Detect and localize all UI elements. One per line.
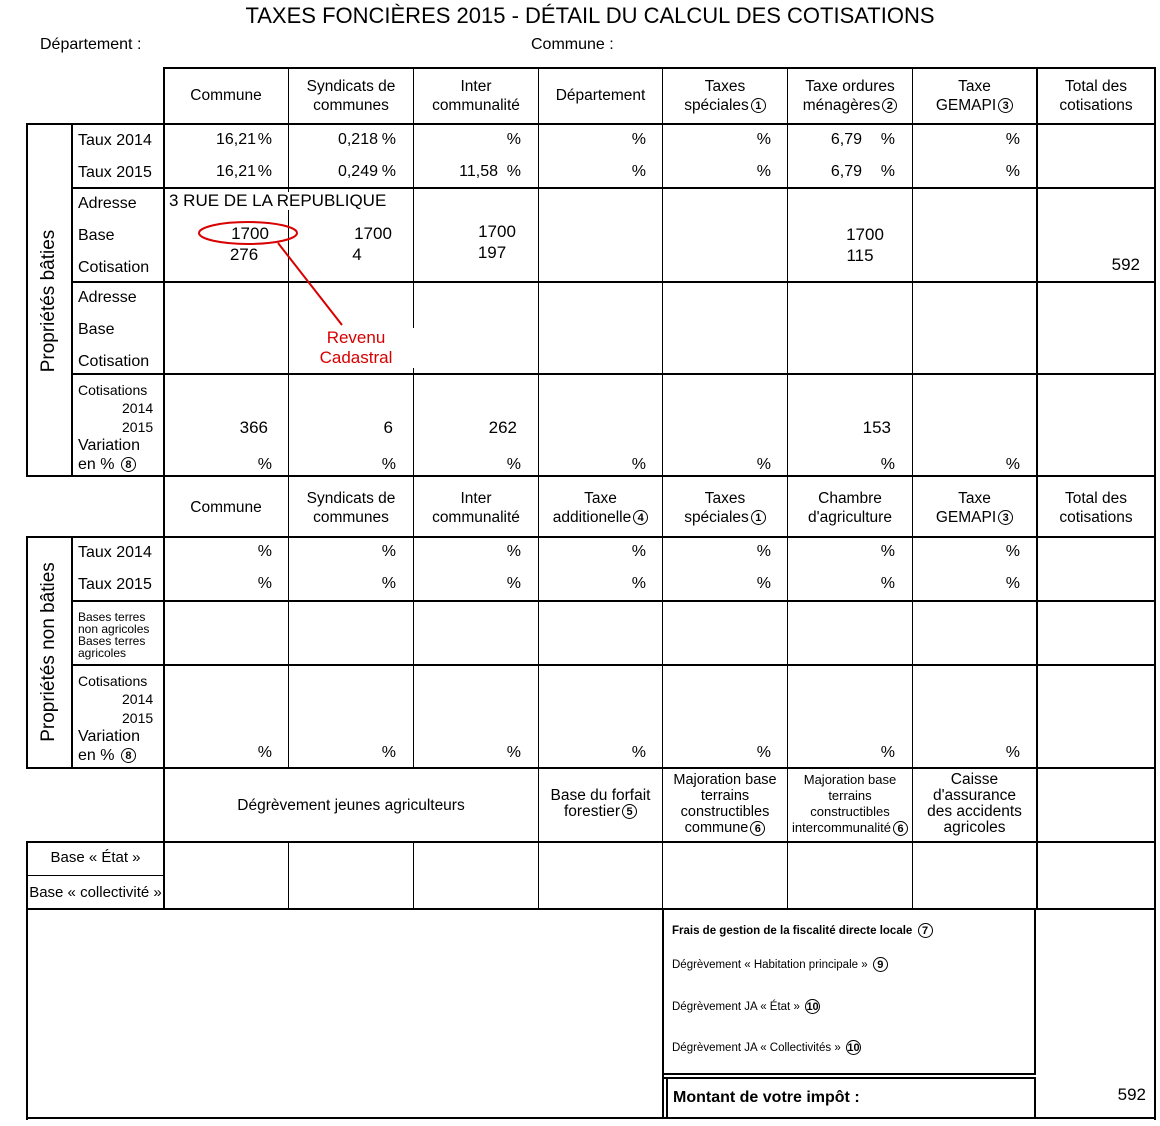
degrevement-habitation-label: Dégrèvement « Habitation principale » 9 <box>672 956 888 974</box>
pct: % <box>1005 744 1020 761</box>
nb-header-chambre: Chambre d'agriculture <box>808 490 892 526</box>
note-6-icon: 6 <box>750 821 765 836</box>
nb-label-taux-2014: Taux 2014 <box>78 544 152 561</box>
note-1-icon: 1 <box>751 510 766 525</box>
nb-label-variation: Variation <box>78 728 140 745</box>
pct: % <box>381 456 396 473</box>
pct: % <box>257 575 272 592</box>
annotation-ellipse <box>199 222 297 244</box>
pct: % <box>880 575 895 592</box>
note-8-icon: 8 <box>121 457 136 472</box>
nb-header-interco: Inter communalité <box>432 490 520 526</box>
frais-gestion-label: Frais de gestion de la fiscalité directe locale 7 <box>672 922 933 940</box>
pct: % <box>631 456 646 473</box>
pct: % <box>381 575 396 592</box>
note-3-icon: 3 <box>998 98 1013 113</box>
commune-label: Commune : <box>531 36 614 53</box>
pct: % <box>257 131 272 148</box>
label-cotisation: Cotisation <box>78 259 150 276</box>
nb-label-cotisations: Cotisations <box>78 673 148 689</box>
header-syndicats: Syndicats de communes <box>306 78 396 114</box>
majoration-commune-header: Majoration base terrains constructibles commune 6 <box>673 772 777 836</box>
pct: % <box>631 744 646 761</box>
nb-label-2014: 2014 <box>122 691 154 707</box>
header-total: Total des cotisations <box>1059 78 1133 114</box>
taux2014-commune: 16,21 <box>215 131 256 148</box>
degrevement-ja-header: Dégrèvement jeunes agriculteurs <box>237 797 465 814</box>
cotisation-commune: 276 <box>229 245 259 264</box>
note-1-icon: 1 <box>751 98 766 113</box>
cotisations2015-interco: 262 <box>488 418 517 437</box>
taux2014-ordures: 6,79 <box>830 131 862 148</box>
pct: % <box>506 456 521 473</box>
pct: % <box>1005 456 1020 473</box>
label-cotisation-2: Cotisation <box>78 353 150 370</box>
note-4-icon: 4 <box>633 510 648 525</box>
cotisation-interco: 197 <box>477 243 507 262</box>
cotisation-total: 592 <box>1111 255 1140 274</box>
label-adresse: Adresse <box>78 195 137 212</box>
pct: % <box>756 543 771 560</box>
nb-header-taxes-speciales: Taxes spéciales 1 <box>663 489 787 527</box>
pct: % <box>880 543 895 560</box>
degrevement-ja-etat-label: Dégrèvement JA « État » 10 <box>672 1001 819 1014</box>
base-commune: 1700 <box>231 224 269 243</box>
majoration-interco-header: Majoration base terrains constructibles intercommunalité 6 <box>788 772 912 836</box>
taux2015-interco: 11,58 <box>459 163 498 180</box>
nb-label-bases-4: agricoles <box>78 646 127 660</box>
label-variation: Variation <box>78 437 140 454</box>
pct: % <box>506 131 521 148</box>
pct: % <box>631 543 646 560</box>
pct: % <box>257 456 272 473</box>
nb-header-total: Total des cotisations <box>1059 490 1133 526</box>
pct: % <box>756 575 771 592</box>
pct: % <box>880 456 895 473</box>
pct: % <box>1005 543 1020 560</box>
base-interco: 1700 <box>478 222 516 241</box>
cotisations2015-ordures: 153 <box>862 418 891 437</box>
montant-label: Montant de votre impôt : <box>673 1089 860 1106</box>
degrevement-ja-collectivites-label: Dégrèvement JA « Collectivités » 10 <box>672 1042 860 1055</box>
taux2015-syndicats: 0,249 <box>337 163 378 180</box>
header-taxes-speciales: Taxes spéciales 1 <box>663 77 787 115</box>
label-taux-2015: Taux 2015 <box>78 164 152 181</box>
note-3-icon: 3 <box>998 510 1013 525</box>
note-2-icon: 2 <box>882 98 897 113</box>
nb-label-2015: 2015 <box>122 710 154 726</box>
pct: % <box>631 575 646 592</box>
base-ordures: 1700 <box>846 225 884 244</box>
taux2014-syndicats: 0,218 <box>337 131 378 148</box>
note-5-icon: 5 <box>622 804 637 819</box>
cotisation-ordures: 115 <box>846 246 874 265</box>
cotisations2015-commune: 366 <box>239 418 268 437</box>
departement-label: Département : <box>40 36 142 53</box>
pct: % <box>506 543 521 560</box>
header-taxe-ordures: Taxe ordures ménagères 2 <box>788 77 912 115</box>
pct: % <box>506 163 521 180</box>
pct: % <box>1005 575 1020 592</box>
montant-value: 592 <box>1117 1085 1146 1104</box>
pct: % <box>880 744 895 761</box>
pct: % <box>756 163 771 180</box>
label-cotisations: Cotisations <box>78 382 148 398</box>
header-gemapi: Taxe GEMAPI 3 <box>913 77 1036 115</box>
header-intercommunalite: Inter communalité <box>432 78 520 114</box>
note-8-icon: 8 <box>121 748 136 763</box>
pct: % <box>257 543 272 560</box>
caisse-header: Caisse d'assurance des accidents agricoles <box>927 771 1022 836</box>
nb-label-bases-2: non agricoles <box>78 622 150 636</box>
annotation-arrow <box>278 243 342 325</box>
pct: % <box>631 163 646 180</box>
label-adresse-2: Adresse <box>78 289 137 306</box>
pct: % <box>381 543 396 560</box>
forfait-forestier-header: Base du forfait forestier 5 <box>550 787 651 820</box>
page-title: TAXES FONCIÈRES 2015 - DÉTAIL DU CALCUL DES COTISATIONS <box>245 3 935 28</box>
taux2015-commune: 16,21 <box>215 163 256 180</box>
pct: % <box>506 575 521 592</box>
nb-header-syndicats: Syndicats de communes <box>306 490 396 526</box>
taux2015-ordures: 6,79 <box>830 163 862 180</box>
pct: % <box>1005 131 1020 148</box>
note-6-icon: 6 <box>893 821 908 836</box>
pct: % <box>381 163 396 180</box>
label-base-2: Base <box>78 321 115 338</box>
pct: % <box>756 456 771 473</box>
note-7-icon: 7 <box>918 923 933 938</box>
pct: % <box>631 131 646 148</box>
nb-label-bases-3: Bases terres <box>78 634 146 648</box>
pct: % <box>381 744 396 761</box>
note-10-icon: 10 <box>806 1001 819 1014</box>
address-value: 3 RUE DE LA REPUBLIQUE <box>169 191 387 210</box>
header-departement: Département <box>555 87 646 104</box>
annotation-text: Revenu Cadastral <box>296 328 416 368</box>
pct: % <box>880 163 895 180</box>
pct: % <box>506 744 521 761</box>
base-syndicats: 1700 <box>354 224 392 243</box>
label-en-pct: en % 8 <box>78 456 136 474</box>
nb-label-bases-1: Bases terres <box>78 610 146 624</box>
nb-header-taxe-additionelle: Taxe additionelle 4 <box>539 489 662 527</box>
pct: % <box>257 163 272 180</box>
section-label-bati: Propriétés bâties <box>38 229 59 373</box>
label-taux-2014: Taux 2014 <box>78 132 152 149</box>
section-label-non-bati: Propriétés non bâties <box>38 562 59 742</box>
pct: % <box>381 131 396 148</box>
pct: % <box>756 744 771 761</box>
pct: % <box>257 744 272 761</box>
cotisations2015-syndicats: 6 <box>383 418 393 437</box>
label-year-2014: 2014 <box>122 400 154 416</box>
note-9-icon: 9 <box>873 957 888 972</box>
nb-label-taux-2015: Taux 2015 <box>78 576 152 593</box>
note-10-icon: 10 <box>847 1042 860 1055</box>
cotisation-syndicats: 4 <box>352 245 362 264</box>
pct: % <box>880 131 895 148</box>
pct: % <box>756 131 771 148</box>
nb-header-commune: Commune <box>190 499 262 516</box>
base-collectivite-label: Base « collectivité » <box>29 884 162 901</box>
nb-header-gemapi: Taxe GEMAPI 3 <box>913 489 1036 527</box>
base-etat-label: Base « État » <box>50 849 141 866</box>
label-year-2015: 2015 <box>122 419 154 435</box>
header-commune: Commune <box>190 87 262 104</box>
nb-label-en-pct: en % 8 <box>78 747 136 765</box>
pct: % <box>1005 163 1020 180</box>
label-base: Base <box>78 227 115 244</box>
